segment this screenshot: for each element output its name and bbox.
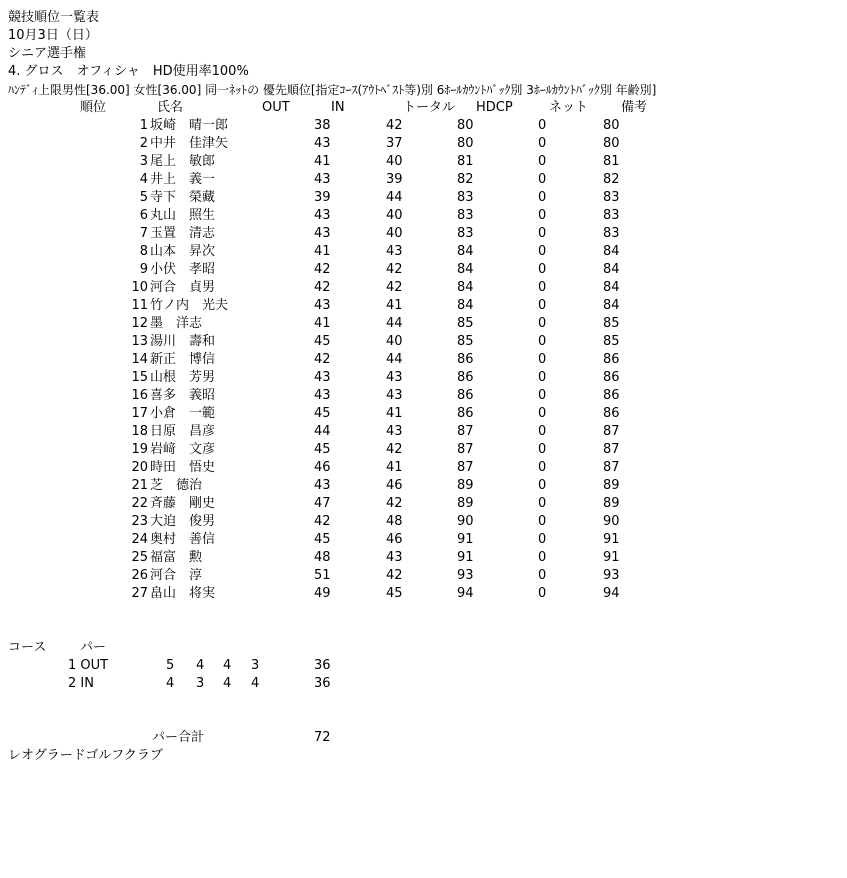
net-cell: 83 (603, 226, 620, 241)
rank-cell: 2 (139, 136, 148, 151)
course-row-label: 2 IN (68, 676, 94, 691)
hdcp-cell: 0 (538, 244, 547, 259)
name-cell: 芝 德治 (150, 478, 203, 493)
net-cell: 84 (603, 280, 620, 295)
hdcp-cell: 0 (538, 514, 547, 529)
rank-cell: 27 (131, 586, 148, 601)
net-cell: 80 (603, 118, 620, 133)
in-cell: 40 (386, 154, 403, 169)
in-cell: 42 (386, 496, 403, 511)
page-title: 競技順位一覧表 (8, 10, 100, 25)
name-cell: 山本 昇次 (150, 244, 216, 259)
hdcp-cell: 0 (538, 172, 547, 187)
net-cell: 83 (603, 190, 620, 205)
rank-cell: 10 (131, 280, 148, 295)
hdcp-cell: 0 (538, 334, 547, 349)
hdcp-cell: 0 (538, 136, 547, 151)
rank-cell: 22 (131, 496, 148, 511)
table-row (0, 441, 847, 459)
name-cell: 時田 悟史 (150, 460, 216, 475)
in-cell: 44 (386, 352, 403, 367)
course-par-total: 36 (314, 676, 331, 691)
in-cell: 45 (386, 586, 403, 601)
name-cell: 畠山 将実 (150, 586, 216, 601)
total-cell: 84 (457, 298, 474, 313)
name-cell: 小伏 孝昭 (150, 262, 216, 277)
total-cell: 93 (457, 568, 474, 583)
net-cell: 83 (603, 208, 620, 223)
hdcp-cell: 0 (538, 316, 547, 331)
in-cell: 37 (386, 136, 403, 151)
net-cell: 82 (603, 172, 620, 187)
net-cell: 87 (603, 460, 620, 475)
table-row (0, 585, 847, 603)
rank-cell: 18 (131, 424, 148, 439)
course-row (0, 657, 847, 675)
out-cell: 42 (314, 514, 331, 529)
total-cell: 91 (457, 550, 474, 565)
total-cell: 90 (457, 514, 474, 529)
total-cell: 91 (457, 532, 474, 547)
out-cell: 41 (314, 316, 331, 331)
table-row (0, 549, 847, 567)
out-cell: 41 (314, 244, 331, 259)
rank-cell: 14 (131, 352, 148, 367)
name-cell: 中井 佳津矢 (150, 136, 229, 151)
hdcp-cell: 0 (538, 442, 547, 457)
table-row (0, 405, 847, 423)
name-cell: 喜多 義昭 (150, 388, 216, 403)
in-cell: 42 (386, 442, 403, 457)
net-cell: 84 (603, 244, 620, 259)
table-row (0, 153, 847, 171)
net-cell: 89 (603, 496, 620, 511)
in-cell: 43 (386, 244, 403, 259)
total-cell: 85 (457, 334, 474, 349)
name-cell: 竹ノ内 光夫 (150, 298, 229, 313)
rank-cell: 21 (131, 478, 148, 493)
hole-par: 5 (166, 658, 175, 673)
in-cell: 48 (386, 514, 403, 529)
name-cell: 井上 義一 (150, 172, 216, 187)
in-cell: 41 (386, 298, 403, 313)
in-cell: 42 (386, 118, 403, 133)
hole-par: 4 (223, 658, 232, 673)
course-row-label: 1 OUT (68, 658, 109, 673)
out-cell: 43 (314, 136, 331, 151)
name-cell: 寺下 榮藏 (150, 190, 216, 205)
out-cell: 42 (314, 352, 331, 367)
in-cell: 42 (386, 280, 403, 295)
course-par-total: 36 (314, 658, 331, 673)
total-cell: 84 (457, 280, 474, 295)
rank-cell: 3 (139, 154, 148, 169)
rank-cell: 13 (131, 334, 148, 349)
in-cell: 42 (386, 568, 403, 583)
total-cell: 83 (457, 190, 474, 205)
total-cell: 85 (457, 316, 474, 331)
hole-par: 4 (223, 676, 232, 691)
table-row (0, 135, 847, 153)
name-cell: 湯川 壽和 (150, 334, 216, 349)
rank-cell: 26 (131, 568, 148, 583)
out-cell: 45 (314, 406, 331, 421)
out-cell: 43 (314, 370, 331, 385)
out-cell: 51 (314, 568, 331, 583)
out-cell: 43 (314, 298, 331, 313)
column-header-in: IN (331, 100, 345, 115)
out-cell: 48 (314, 550, 331, 565)
column-header-rank: 順位 (80, 100, 107, 115)
hdcp-cell: 0 (538, 352, 547, 367)
net-cell: 86 (603, 352, 620, 367)
net-cell: 87 (603, 424, 620, 439)
table-row (0, 315, 847, 333)
hdcp-cell: 0 (538, 460, 547, 475)
net-cell: 80 (603, 136, 620, 151)
name-cell: 河合 貞男 (150, 280, 216, 295)
net-cell: 85 (603, 316, 620, 331)
in-cell: 40 (386, 208, 403, 223)
total-cell: 86 (457, 406, 474, 421)
column-header-out: OUT (262, 100, 290, 115)
table-row (0, 333, 847, 351)
name-cell: 斉藤 剛史 (150, 496, 216, 511)
table-row (0, 567, 847, 585)
total-cell: 86 (457, 388, 474, 403)
table-row (0, 171, 847, 189)
rank-cell: 11 (131, 298, 148, 313)
column-header-name: 氏名 (157, 100, 184, 115)
out-cell: 43 (314, 226, 331, 241)
total-cell: 87 (457, 442, 474, 457)
out-cell: 43 (314, 172, 331, 187)
net-cell: 86 (603, 370, 620, 385)
column-header-net: ネット (549, 100, 589, 115)
rank-cell: 24 (131, 532, 148, 547)
net-cell: 90 (603, 514, 620, 529)
name-cell: 日原 昌彦 (150, 424, 216, 439)
column-header-total: トータル (403, 100, 456, 115)
out-cell: 45 (314, 442, 331, 457)
in-cell: 44 (386, 316, 403, 331)
total-cell: 89 (457, 478, 474, 493)
rank-cell: 25 (131, 550, 148, 565)
handicap-conditions: ﾊﾝﾃﾞｨ上限男性[36.00] 女性[36.00] 同一ﾈｯﾄの 優先順位[指定ｺｰｽ(ｱｳﾄﾍﾞｽﾄ等)別 6ﾎｰﾙｶｳﾝﾄﾊﾞｯｸ別 3ﾎｰﾙｶｳﾝﾄﾊﾞｯｸ別 年齢別] (8, 83, 657, 97)
rank-cell: 19 (131, 442, 148, 457)
table-row (0, 477, 847, 495)
out-cell: 46 (314, 460, 331, 475)
event-date: 10月3日（日） (8, 28, 98, 43)
hdcp-cell: 0 (538, 496, 547, 511)
net-cell: 87 (603, 442, 620, 457)
in-cell: 41 (386, 460, 403, 475)
net-cell: 86 (603, 388, 620, 403)
net-cell: 85 (603, 334, 620, 349)
table-row (0, 387, 847, 405)
hdcp-cell: 0 (538, 154, 547, 169)
name-cell: 奥村 善信 (150, 532, 216, 547)
hdcp-cell: 0 (538, 406, 547, 421)
hdcp-cell: 0 (538, 550, 547, 565)
rank-cell: 12 (131, 316, 148, 331)
in-cell: 46 (386, 478, 403, 493)
hdcp-cell: 0 (538, 298, 547, 313)
net-cell: 81 (603, 154, 620, 169)
rank-cell: 16 (131, 388, 148, 403)
net-cell: 84 (603, 298, 620, 313)
in-cell: 41 (386, 406, 403, 421)
rank-cell: 20 (131, 460, 148, 475)
out-cell: 49 (314, 586, 331, 601)
table-row (0, 495, 847, 513)
out-cell: 43 (314, 478, 331, 493)
course-label: コース (8, 640, 47, 655)
table-row (0, 513, 847, 531)
club-name: レオグラードゴルフクラブ (8, 748, 163, 763)
par-label: パー (80, 640, 107, 655)
in-cell: 40 (386, 226, 403, 241)
net-cell: 84 (603, 262, 620, 277)
hdcp-cell: 0 (538, 190, 547, 205)
hole-par: 4 (196, 658, 205, 673)
name-cell: 河合 淳 (150, 568, 203, 583)
name-cell: 福富 勲 (150, 550, 203, 565)
name-cell: 岩﨑 文彦 (150, 442, 216, 457)
name-cell: 山根 芳男 (150, 370, 216, 385)
net-cell: 91 (603, 532, 620, 547)
hdcp-cell: 0 (538, 568, 547, 583)
hole-par: 3 (251, 658, 260, 673)
table-row (0, 261, 847, 279)
total-cell: 86 (457, 370, 474, 385)
name-cell: 墨 洋志 (150, 316, 203, 331)
out-cell: 41 (314, 154, 331, 169)
rank-cell: 17 (131, 406, 148, 421)
name-cell: 新正 博信 (150, 352, 216, 367)
table-row (0, 189, 847, 207)
table-row (0, 423, 847, 441)
out-cell: 44 (314, 424, 331, 439)
total-cell: 89 (457, 496, 474, 511)
in-cell: 43 (386, 550, 403, 565)
total-cell: 83 (457, 226, 474, 241)
rank-cell: 8 (139, 244, 148, 259)
total-cell: 80 (457, 136, 474, 151)
hdcp-cell: 0 (538, 370, 547, 385)
in-cell: 42 (386, 262, 403, 277)
rank-cell: 5 (139, 190, 148, 205)
table-row (0, 351, 847, 369)
name-cell: 玉置 清志 (150, 226, 216, 241)
net-cell: 93 (603, 568, 620, 583)
ranking-category: 4. グロス オフィシャ HD使用率100% (8, 64, 249, 79)
name-cell: 坂崎 晴一郎 (150, 118, 229, 133)
table-row (0, 297, 847, 315)
column-header-remarks: 備考 (621, 100, 648, 115)
table-row (0, 117, 847, 135)
hdcp-cell: 0 (538, 478, 547, 493)
par-total-row (0, 729, 847, 747)
name-cell: 小倉 一範 (150, 406, 216, 421)
course-header (0, 639, 847, 657)
out-cell: 42 (314, 262, 331, 277)
net-cell: 86 (603, 406, 620, 421)
rank-cell: 4 (139, 172, 148, 187)
hole-par: 4 (166, 676, 175, 691)
in-cell: 40 (386, 334, 403, 349)
total-cell: 81 (457, 154, 474, 169)
hdcp-cell: 0 (538, 118, 547, 133)
rank-cell: 15 (131, 370, 148, 385)
hdcp-cell: 0 (538, 388, 547, 403)
out-cell: 45 (314, 334, 331, 349)
total-cell: 87 (457, 424, 474, 439)
net-cell: 94 (603, 586, 620, 601)
in-cell: 43 (386, 388, 403, 403)
name-cell: 大迫 俊男 (150, 514, 216, 529)
course-row (0, 675, 847, 693)
total-cell: 80 (457, 118, 474, 133)
hdcp-cell: 0 (538, 280, 547, 295)
out-cell: 43 (314, 388, 331, 403)
par-total-label: パー合計 (152, 730, 205, 745)
table-row (0, 369, 847, 387)
event-name: シニア選手権 (8, 46, 87, 61)
net-cell: 89 (603, 478, 620, 493)
out-cell: 43 (314, 208, 331, 223)
table-row (0, 531, 847, 549)
hole-par: 4 (251, 676, 260, 691)
out-cell: 42 (314, 280, 331, 295)
table-row (0, 243, 847, 261)
table-row (0, 459, 847, 477)
in-cell: 43 (386, 370, 403, 385)
rank-cell: 6 (139, 208, 148, 223)
total-cell: 86 (457, 352, 474, 367)
table-header (0, 99, 847, 117)
in-cell: 39 (386, 172, 403, 187)
rank-cell: 7 (139, 226, 148, 241)
rank-cell: 23 (131, 514, 148, 529)
hdcp-cell: 0 (538, 208, 547, 223)
in-cell: 46 (386, 532, 403, 547)
out-cell: 47 (314, 496, 331, 511)
in-cell: 44 (386, 190, 403, 205)
out-cell: 39 (314, 190, 331, 205)
table-row (0, 279, 847, 297)
name-cell: 丸山 照生 (150, 208, 216, 223)
total-cell: 84 (457, 244, 474, 259)
hdcp-cell: 0 (538, 226, 547, 241)
hdcp-cell: 0 (538, 262, 547, 277)
total-cell: 94 (457, 586, 474, 601)
rank-cell: 9 (139, 262, 148, 277)
hdcp-cell: 0 (538, 532, 547, 547)
in-cell: 43 (386, 424, 403, 439)
par-total-value: 72 (314, 730, 331, 745)
out-cell: 38 (314, 118, 331, 133)
net-cell: 91 (603, 550, 620, 565)
name-cell: 尾上 敏郎 (150, 154, 216, 169)
hole-par: 3 (196, 676, 205, 691)
hdcp-cell: 0 (538, 586, 547, 601)
total-cell: 87 (457, 460, 474, 475)
out-cell: 45 (314, 532, 331, 547)
total-cell: 84 (457, 262, 474, 277)
total-cell: 82 (457, 172, 474, 187)
rank-cell: 1 (139, 118, 148, 133)
table-row (0, 225, 847, 243)
column-header-hdcp: HDCP (476, 100, 513, 115)
total-cell: 83 (457, 208, 474, 223)
table-row (0, 207, 847, 225)
hdcp-cell: 0 (538, 424, 547, 439)
